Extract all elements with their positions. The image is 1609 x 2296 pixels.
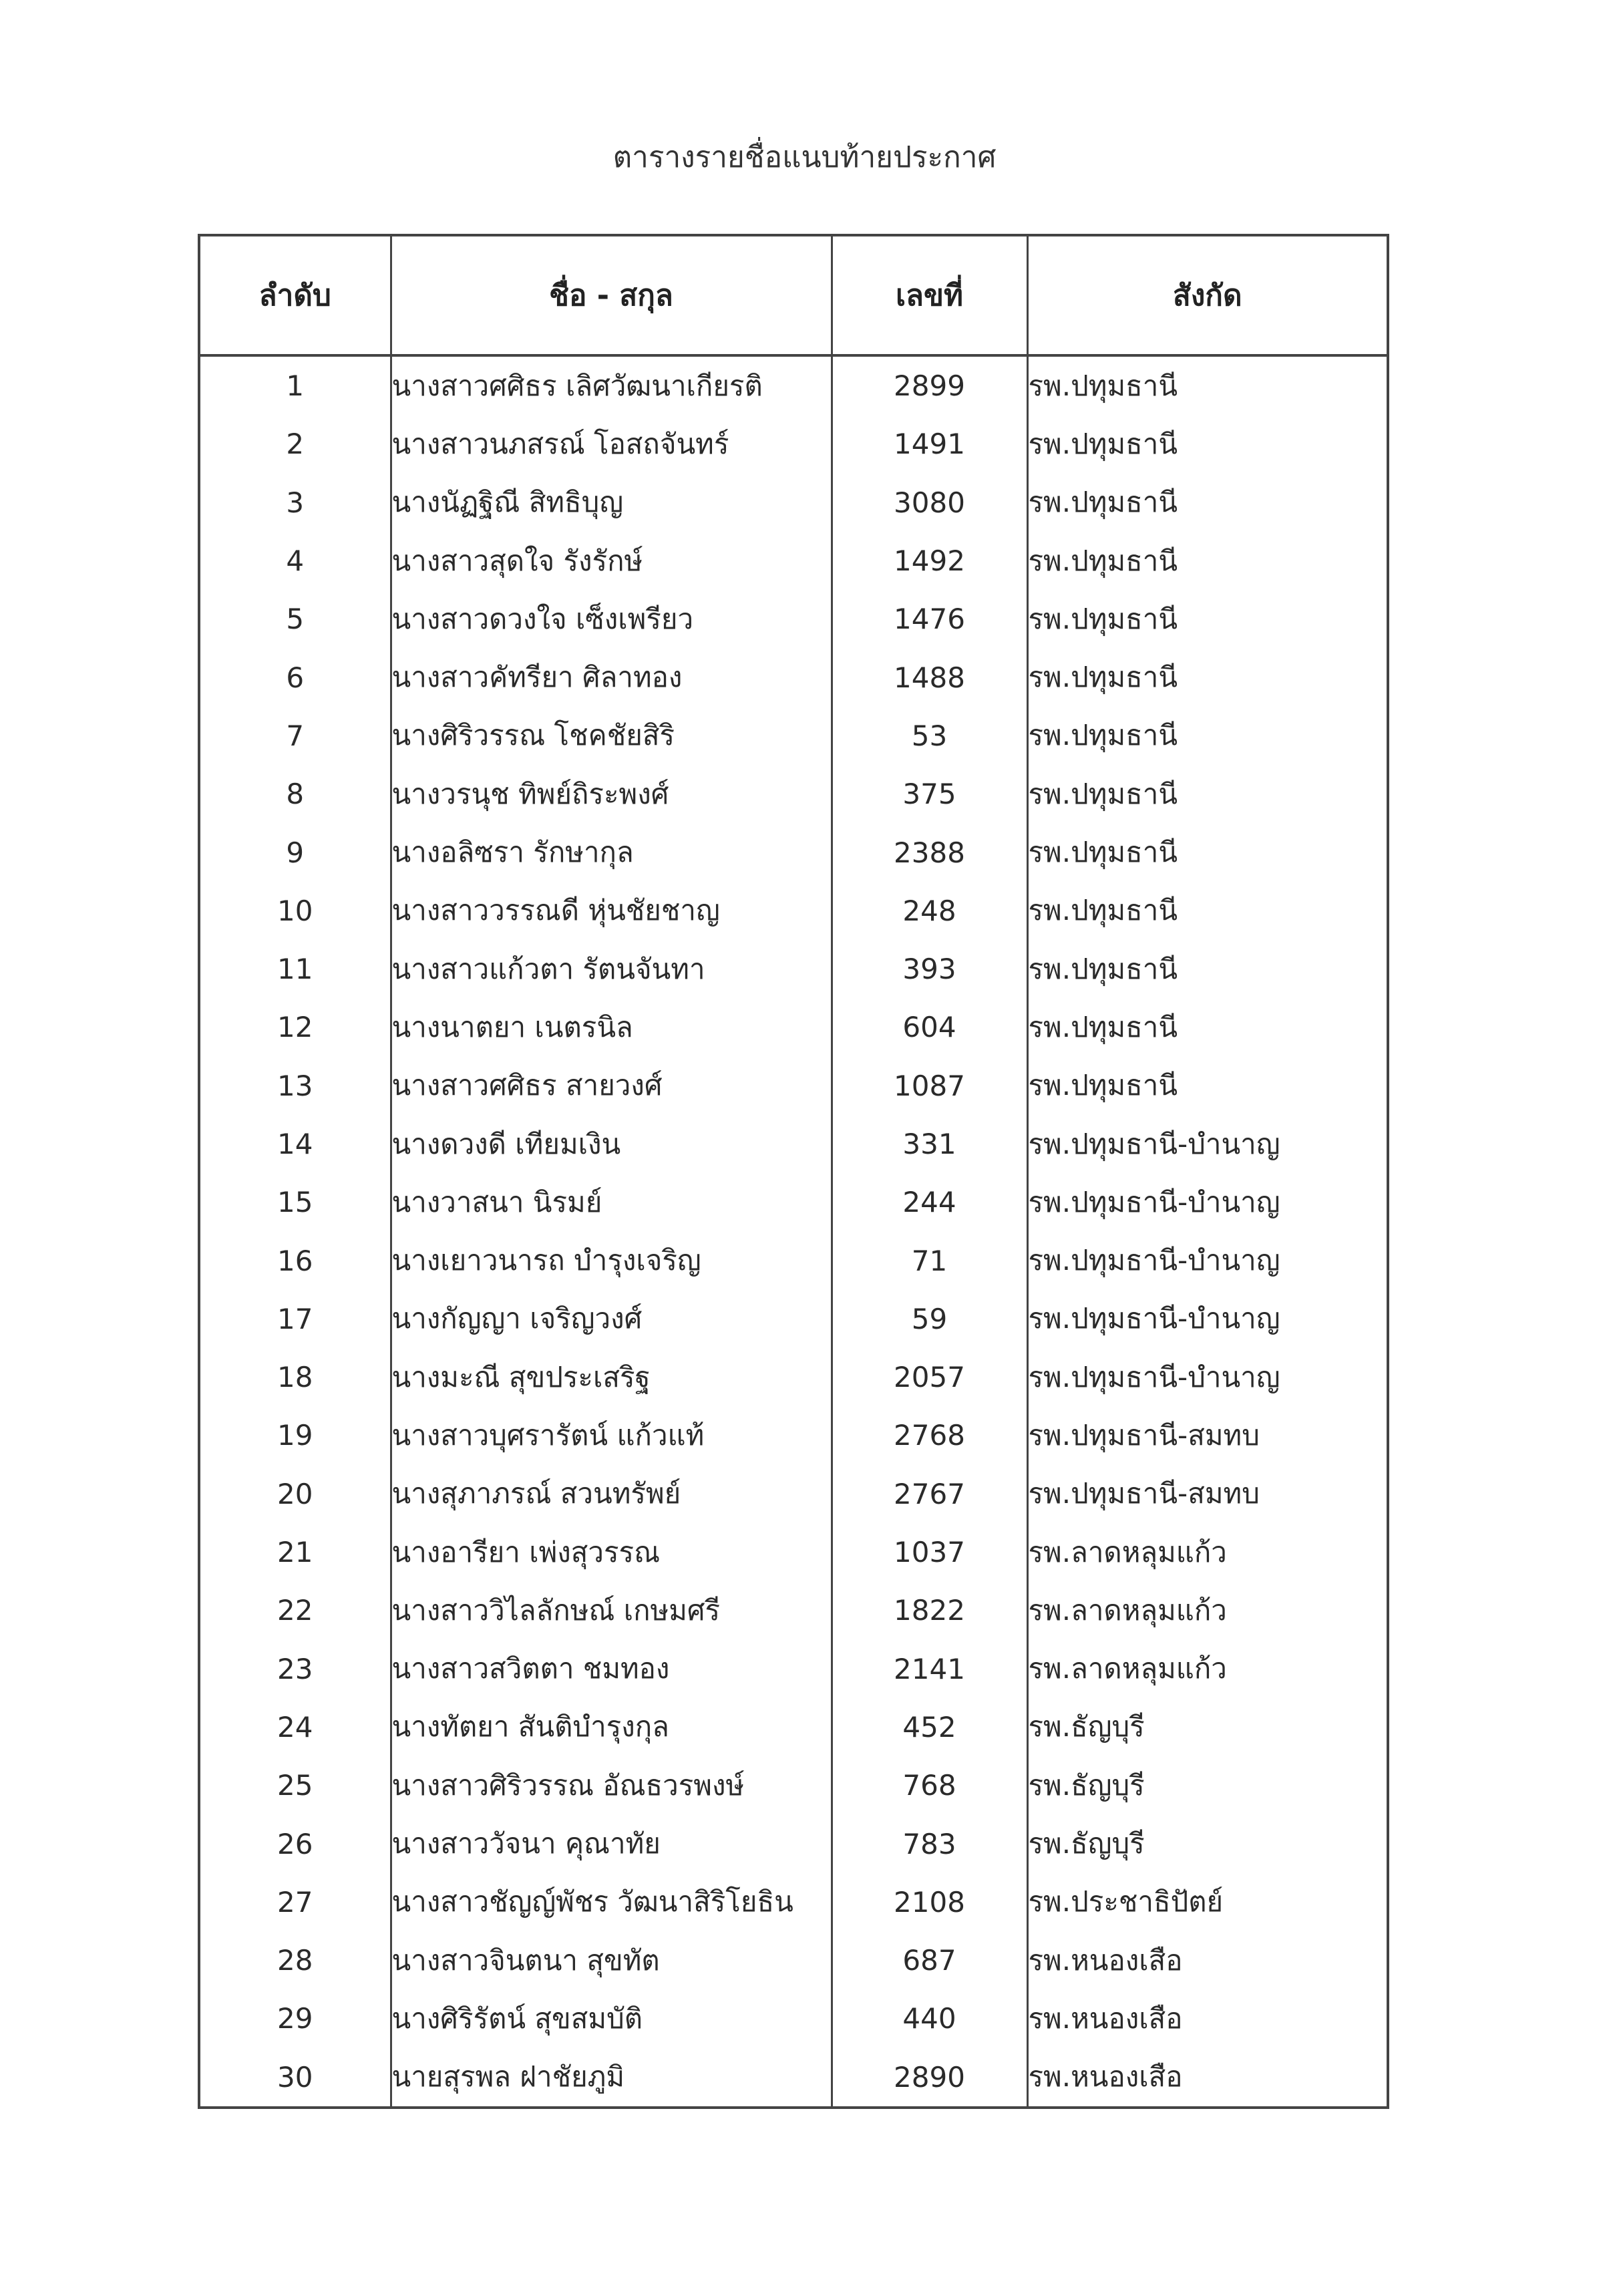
table-row xyxy=(199,707,1388,765)
row-name: นางสาวชัญญ์พัชร วัฒนาสิริโยธิน xyxy=(391,1873,832,1931)
row-number: 3080 xyxy=(832,474,1027,532)
row-name: นางสาวศศิธร เลิศวัฒนาเกียรติ xyxy=(391,355,832,415)
row-affiliation: รพ.ปทุมธานี xyxy=(1027,707,1388,765)
row-affiliation: รพ.ปทุมธานี xyxy=(1027,765,1388,823)
row-name: นางสาวแก้วตา รัตนจันทา xyxy=(391,940,832,998)
row-affiliation: รพ.ปทุมธานี xyxy=(1027,415,1388,473)
header-name: ชื่อ - สกุล xyxy=(391,235,832,355)
row-affiliation: รพ.หนองเสือ xyxy=(1027,1931,1388,1989)
row-name: นางอลิซรา รักษากุล xyxy=(391,823,832,881)
table-row xyxy=(199,1057,1388,1115)
row-number: 2141 xyxy=(832,1640,1027,1698)
row-order: 23 xyxy=(199,1640,391,1698)
row-order: 1 xyxy=(199,355,391,415)
table-row xyxy=(199,1406,1388,1464)
table-row xyxy=(199,1640,1388,1698)
row-number: 604 xyxy=(832,998,1027,1056)
row-name: นางนาตยา เนตรนิล xyxy=(391,998,832,1056)
table-row xyxy=(199,765,1388,823)
row-affiliation: รพ.ธัญบุรี xyxy=(1027,1698,1388,1756)
table-row xyxy=(199,940,1388,998)
row-number: 1492 xyxy=(832,532,1027,590)
row-order: 3 xyxy=(199,474,391,532)
row-name: นางสาวดวงใจ เซ็งเพรียว xyxy=(391,590,832,648)
row-affiliation: รพ.ปทุมธานี-บำนาญ xyxy=(1027,1115,1388,1173)
table-row xyxy=(199,1348,1388,1406)
row-order: 2 xyxy=(199,415,391,473)
row-affiliation: รพ.ปทุมธานี-บำนาญ xyxy=(1027,1348,1388,1406)
row-number: 2108 xyxy=(832,1873,1027,1931)
row-order: 14 xyxy=(199,1115,391,1173)
header-number: เลขที่ xyxy=(832,235,1027,355)
row-name: นางวาสนา นิรมย์ xyxy=(391,1173,832,1231)
row-order: 16 xyxy=(199,1231,391,1289)
row-name: นางศิริรัตน์ สุขสมบัติ xyxy=(391,1989,832,2047)
table-row xyxy=(199,1231,1388,1289)
row-affiliation: รพ.ปทุมธานี xyxy=(1027,648,1388,706)
row-order: 29 xyxy=(199,1989,391,2047)
table-row xyxy=(199,1523,1388,1581)
row-order: 27 xyxy=(199,1873,391,1931)
row-name: นางวรนุช ทิพย์ถิระพงศ์ xyxy=(391,765,832,823)
row-order: 12 xyxy=(199,998,391,1056)
row-name: นางสาวสวิตตา ชมทอง xyxy=(391,1640,832,1698)
row-affiliation: รพ.ปทุมธานี xyxy=(1027,882,1388,940)
row-order: 15 xyxy=(199,1173,391,1231)
row-number: 244 xyxy=(832,1173,1027,1231)
row-number: 2890 xyxy=(832,2048,1027,2108)
row-name: นางสาวจินตนา สุขทัต xyxy=(391,1931,832,1989)
row-number: 1488 xyxy=(832,648,1027,706)
row-name: นางสาววรรณดี หุ่นชัยชาญ xyxy=(391,882,832,940)
row-order: 24 xyxy=(199,1698,391,1756)
table-row xyxy=(199,648,1388,706)
row-number: 331 xyxy=(832,1115,1027,1173)
table-row xyxy=(199,1989,1388,2047)
row-order: 10 xyxy=(199,882,391,940)
table-row xyxy=(199,590,1388,648)
row-number: 2768 xyxy=(832,1406,1027,1464)
row-affiliation: รพ.ปทุมธานี-บำนาญ xyxy=(1027,1173,1388,1231)
row-affiliation: รพ.ลาดหลุมแก้ว xyxy=(1027,1640,1388,1698)
row-affiliation: รพ.ปทุมธานี xyxy=(1027,998,1388,1056)
row-affiliation: รพ.ลาดหลุมแก้ว xyxy=(1027,1581,1388,1639)
row-affiliation: รพ.ปทุมธานี-บำนาญ xyxy=(1027,1290,1388,1348)
row-number: 1491 xyxy=(832,415,1027,473)
table-row xyxy=(199,882,1388,940)
table-row xyxy=(199,1931,1388,1989)
row-number: 783 xyxy=(832,1814,1027,1872)
row-affiliation: รพ.ปทุมธานี xyxy=(1027,474,1388,532)
table-row xyxy=(199,823,1388,881)
table-row xyxy=(199,1173,1388,1231)
row-order: 17 xyxy=(199,1290,391,1348)
row-affiliation: รพ.ประชาธิปัตย์ xyxy=(1027,1873,1388,1931)
row-order: 4 xyxy=(199,532,391,590)
row-affiliation: รพ.ธัญบุรี xyxy=(1027,1814,1388,1872)
row-order: 25 xyxy=(199,1756,391,1814)
table-row xyxy=(199,1698,1388,1756)
header-affiliation: สังกัด xyxy=(1027,235,1388,355)
table-row xyxy=(199,1873,1388,1931)
row-name: นางทัตยา สันติบำรุงกุล xyxy=(391,1698,832,1756)
names-table xyxy=(198,234,1389,2109)
table-row xyxy=(199,532,1388,590)
row-name: นางสาวศิริวรรณ อัณธวรพงษ์ xyxy=(391,1756,832,1814)
row-affiliation: รพ.หนองเสือ xyxy=(1027,1989,1388,2047)
table-row xyxy=(199,1115,1388,1173)
row-affiliation: รพ.หนองเสือ xyxy=(1027,2048,1388,2108)
row-name: นางเยาวนารถ บำรุงเจริญ xyxy=(391,1231,832,1289)
row-name: นางอารียา เพ่งสุวรรณ xyxy=(391,1523,832,1581)
row-affiliation: รพ.ปทุมธานี xyxy=(1027,940,1388,998)
row-order: 19 xyxy=(199,1406,391,1464)
row-order: 11 xyxy=(199,940,391,998)
row-number: 248 xyxy=(832,882,1027,940)
row-number: 768 xyxy=(832,1756,1027,1814)
row-name: นายสุรพล ฝาชัยภูมิ xyxy=(391,2048,832,2108)
table-row xyxy=(199,1581,1388,1639)
row-number: 2899 xyxy=(832,355,1027,415)
row-number: 440 xyxy=(832,1989,1027,2047)
row-name: นางสาวคัทรียา ศิลาทอง xyxy=(391,648,832,706)
row-name: นางดวงดี เทียมเงิน xyxy=(391,1115,832,1173)
row-affiliation: รพ.ปทุมธานี-สมทบ xyxy=(1027,1465,1388,1523)
row-number: 1087 xyxy=(832,1057,1027,1115)
row-number: 2767 xyxy=(832,1465,1027,1523)
row-number: 71 xyxy=(832,1231,1027,1289)
table-row xyxy=(199,1465,1388,1523)
row-name: นางสาวบุศรารัตน์ แก้วแท้ xyxy=(391,1406,832,1464)
row-name: นางสาววิไลลักษณ์ เกษมศรี xyxy=(391,1581,832,1639)
row-name: นางสาวสุดใจ รังรักษ์ xyxy=(391,532,832,590)
row-name: นางสุภาภรณ์ สวนทรัพย์ xyxy=(391,1465,832,1523)
table-row xyxy=(199,2048,1388,2108)
row-number: 393 xyxy=(832,940,1027,998)
row-affiliation: รพ.ธัญบุรี xyxy=(1027,1756,1388,1814)
row-order: 30 xyxy=(199,2048,391,2108)
row-affiliation: รพ.ปทุมธานี xyxy=(1027,590,1388,648)
row-affiliation: รพ.ปทุมธานี xyxy=(1027,355,1388,415)
table-row xyxy=(199,474,1388,532)
row-name: นางสาวศศิธร สายวงศ์ xyxy=(391,1057,832,1115)
row-order: 28 xyxy=(199,1931,391,1989)
row-order: 7 xyxy=(199,707,391,765)
row-order: 9 xyxy=(199,823,391,881)
table-row xyxy=(199,415,1388,473)
row-order: 5 xyxy=(199,590,391,648)
table-row xyxy=(199,355,1388,415)
row-order: 21 xyxy=(199,1523,391,1581)
row-affiliation: รพ.ลาดหลุมแก้ว xyxy=(1027,1523,1388,1581)
row-number: 2057 xyxy=(832,1348,1027,1406)
table-header-row xyxy=(199,235,1388,355)
row-name: นางสาววัจนา คุณาทัย xyxy=(391,1814,832,1872)
table-row xyxy=(199,1814,1388,1872)
table-row xyxy=(199,1290,1388,1348)
row-number: 1822 xyxy=(832,1581,1027,1639)
row-number: 59 xyxy=(832,1290,1027,1348)
table-row xyxy=(199,998,1388,1056)
row-number: 1476 xyxy=(832,590,1027,648)
row-name: นางมะณี สุขประเสริฐ xyxy=(391,1348,832,1406)
row-affiliation: รพ.ปทุมธานี xyxy=(1027,823,1388,881)
row-name: นางนัฏฐิณี สิทธิบุญ xyxy=(391,474,832,532)
row-number: 452 xyxy=(832,1698,1027,1756)
row-name: นางสาวนภสรณ์ โอสถจันทร์ xyxy=(391,415,832,473)
row-order: 20 xyxy=(199,1465,391,1523)
row-order: 22 xyxy=(199,1581,391,1639)
header-order: ลำดับ xyxy=(199,235,391,355)
row-affiliation: รพ.ปทุมธานี xyxy=(1027,1057,1388,1115)
row-order: 18 xyxy=(199,1348,391,1406)
row-number: 53 xyxy=(832,707,1027,765)
row-affiliation: รพ.ปทุมธานี-สมทบ xyxy=(1027,1406,1388,1464)
row-name: นางศิริวรรณ โชคชัยสิริ xyxy=(391,707,832,765)
row-order: 6 xyxy=(199,648,391,706)
document-title: ตารางรายชื่อแนบท้ายประกาศ xyxy=(612,140,997,174)
row-order: 26 xyxy=(199,1814,391,1872)
row-order: 13 xyxy=(199,1057,391,1115)
row-affiliation: รพ.ปทุมธานี-บำนาญ xyxy=(1027,1231,1388,1289)
row-affiliation: รพ.ปทุมธานี xyxy=(1027,532,1388,590)
row-number: 687 xyxy=(832,1931,1027,1989)
row-name: นางกัญญา เจริญวงศ์ xyxy=(391,1290,832,1348)
row-number: 2388 xyxy=(832,823,1027,881)
row-number: 375 xyxy=(832,765,1027,823)
table-row xyxy=(199,1756,1388,1814)
row-number: 1037 xyxy=(832,1523,1027,1581)
row-order: 8 xyxy=(199,765,391,823)
